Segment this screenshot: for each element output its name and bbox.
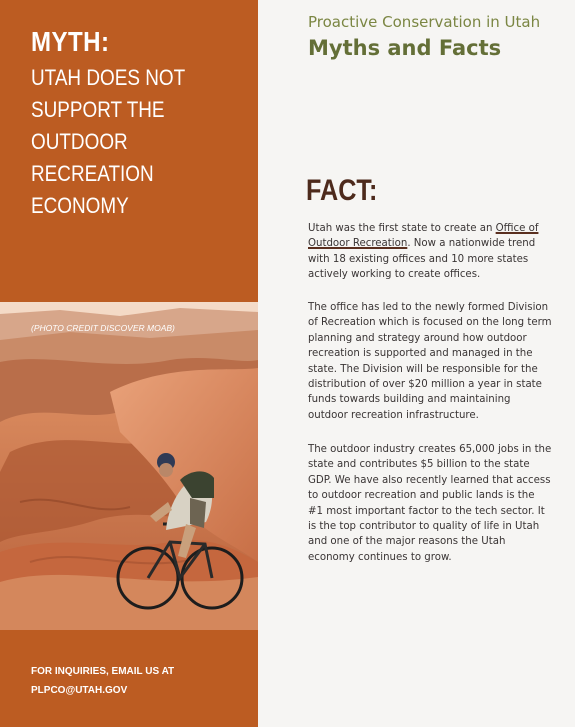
- mountain-biker-photo: [0, 302, 258, 630]
- contact-line: FOR INQUIRIES, EMAIL US AT: [31, 666, 175, 677]
- fact-panel: [258, 0, 575, 727]
- fact-text: Utah was the first state to create an: [308, 223, 496, 234]
- photo-credit: (PHOTO CREDIT DISCOVER MOAB): [31, 323, 175, 333]
- office-of-outdoor-recreation-link[interactable]: Office of Outdoor Recreation: [308, 223, 539, 250]
- fact-paragraph-1: [308, 221, 552, 283]
- fact-paragraph-2: The office has led to the newly formed Division of Recreation which is focused on the long term planning and strategy around how outdoor recreation is supported and managed in the state. The Division will be responsible for the distribution of over $20 million a year in state funds towards building and maintaining outdoor recreation infrastructure.: [308, 302, 552, 421]
- fact-label: FACT:: [306, 174, 378, 207]
- kicker-heading: Proactive Conservation in Utah: [308, 13, 541, 31]
- myth-panel: [0, 0, 258, 727]
- page-title: Myths and Facts: [308, 36, 502, 60]
- myth-label: MYTH:: [31, 26, 110, 57]
- fact-paragraph-3: The outdoor industry creates 65,000 jobs in the state and contributes $5 billion to the state GDP. We have also recently learned that access to outdoor recreation and public lands is the #1 most important factor to the tech sector. It is the top contributor to quality of life in Utah and one of the major reasons the Utah economy continues to grow.: [308, 444, 552, 563]
- contact-block: [31, 662, 231, 700]
- slickrock-illustration: [0, 302, 258, 630]
- fact-text: . Now a nationwide trend with 18 existing offices and 10 more states actively working to create offices.: [308, 238, 536, 281]
- contact-email[interactable]: PLPCO@UTAH.GOV: [31, 685, 128, 696]
- myth-statement: UTAH DOES NOT SUPPORT THE OUTDOOR RECREATION ECONOMY: [31, 65, 185, 218]
